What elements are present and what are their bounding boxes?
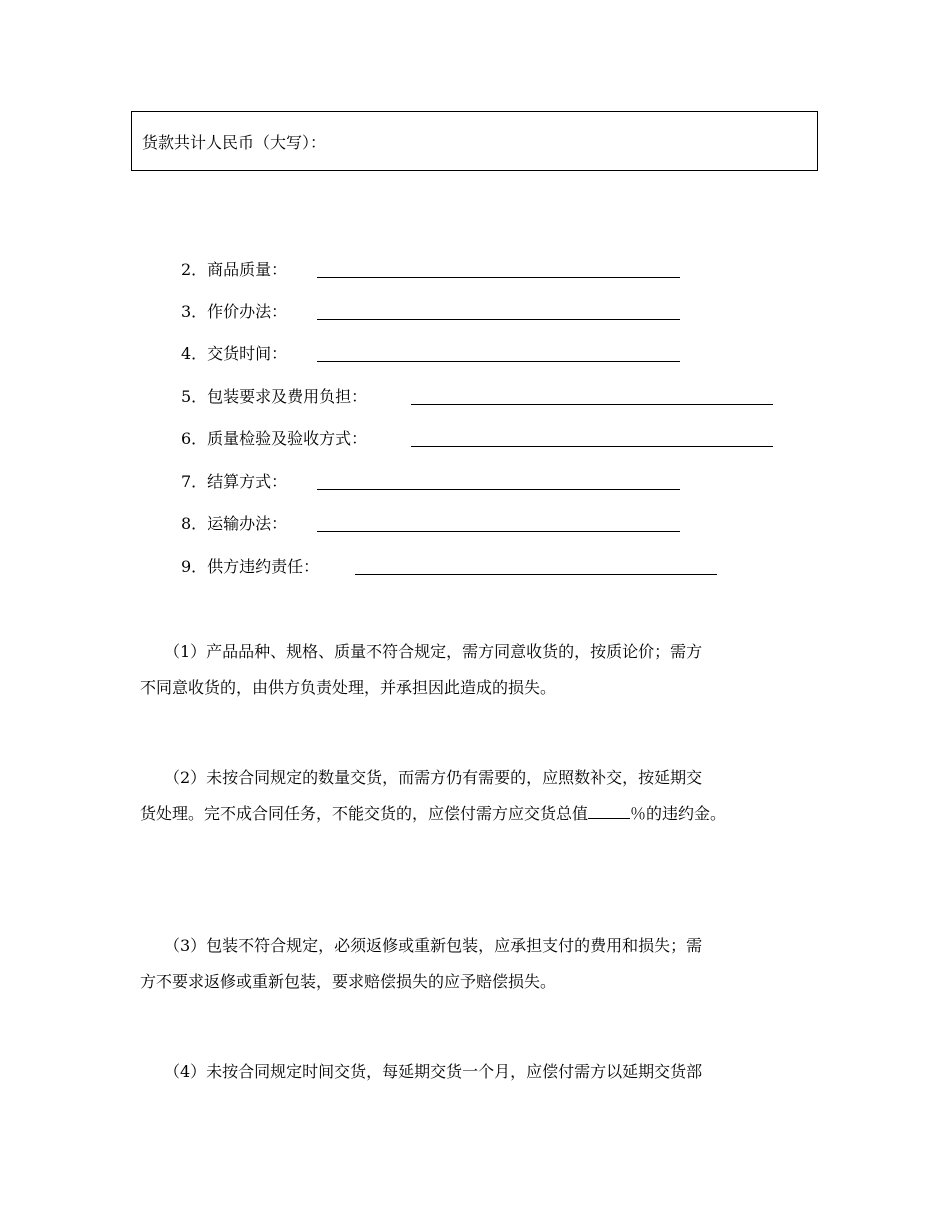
- clause-1: [140, 634, 820, 706]
- field-settlement-label: 7．结算方式：: [181, 472, 288, 491]
- penalty-percent-blank[interactable]: [588, 800, 630, 819]
- field-packaging-blank[interactable]: [411, 404, 773, 405]
- field-quality-blank[interactable]: [317, 277, 680, 278]
- clause-4-line-1: （4）未按合同规定时间交货，每延期交货一个月，应偿付需方以延期交货部: [140, 1062, 703, 1081]
- total-amount-label: 货款共计人民币（大写）：: [142, 133, 327, 152]
- field-pricing-blank[interactable]: [317, 319, 680, 320]
- clause-2-line-2-text: 货处理。完不成合同任务，不能交货的，应偿付需方应交货总值: [140, 804, 589, 823]
- field-settlement-blank[interactable]: [317, 489, 680, 490]
- field-inspection-label: 6．质量检验及验收方式：: [181, 429, 368, 448]
- field-delivery-time-label: 4．交货时间：: [181, 344, 288, 363]
- clause-3-line-1: （3）包装不符合规定，必须返修或重新包装，应承担支付的费用和损失；需: [140, 936, 703, 955]
- field-inspection-blank[interactable]: [411, 446, 773, 447]
- clause-1-line-2: 不同意收货的，由供方负责处理，并承担因此造成的损失。: [140, 678, 557, 697]
- field-transport-blank[interactable]: [317, 531, 680, 532]
- field-delivery-time-blank[interactable]: [317, 361, 680, 362]
- field-quality-label: 2．商品质量：: [181, 260, 288, 279]
- clause-2-line-2: [140, 796, 820, 832]
- clause-4: [140, 1054, 820, 1090]
- field-transport-label: 8．运输办法：: [181, 514, 288, 533]
- clause-2-line-2-suffix: ％的违约金。: [630, 804, 727, 823]
- clause-3: [140, 928, 820, 1000]
- clause-3-line-2: 方不要求返修或重新包装，要求赔偿损失的应予赔偿损失。: [140, 972, 557, 991]
- field-supplier-liability-label: 9．供方违约责任：: [181, 557, 320, 576]
- clause-1-line-1: （1）产品品种、规格、质量不符合规定，需方同意收货的，按质论价；需方: [140, 642, 703, 661]
- clause-2-line-1: （2）未按合同规定的数量交货，而需方仍有需要的，应照数补交，按延期交: [140, 768, 703, 787]
- field-packaging-label: 5．包装要求及费用负担：: [181, 387, 368, 406]
- field-pricing-label: 3．作价办法：: [181, 302, 288, 321]
- clause-2: [140, 760, 820, 832]
- total-amount-box: [131, 111, 818, 171]
- field-supplier-liability-blank[interactable]: [355, 574, 717, 575]
